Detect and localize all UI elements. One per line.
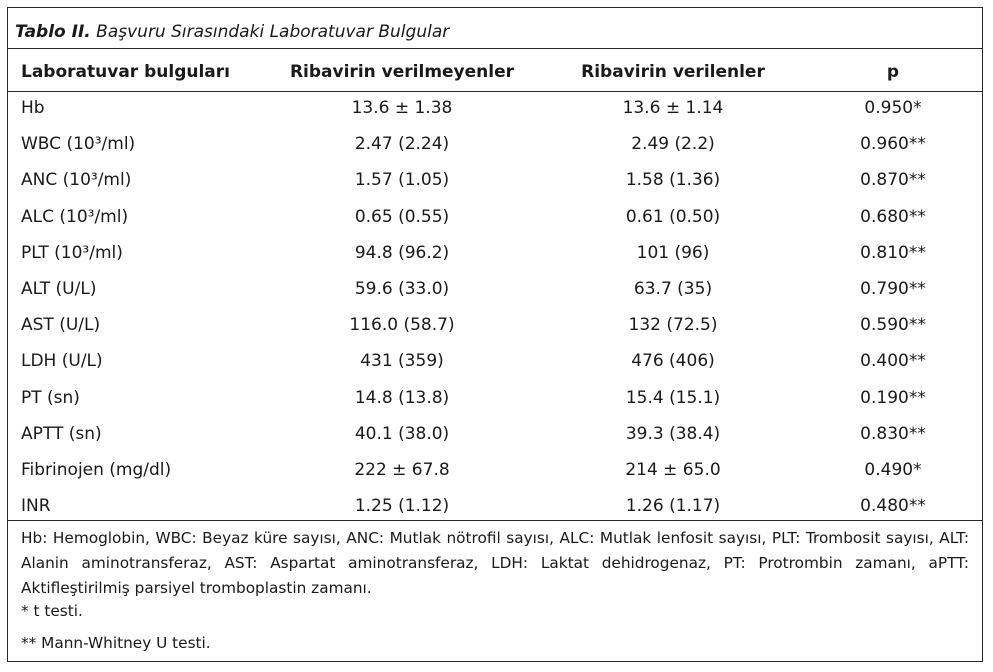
caption-number: Tablo II. — [15, 22, 91, 42]
row-no-ribavirin: 1.25 (1.12) — [354, 496, 450, 517]
row-no-ribavirin: 222 ± 67.8 — [354, 460, 450, 480]
row-p-value: 0.400** — [860, 351, 926, 372]
row-no-ribavirin: 94.8 (96.2) — [354, 242, 450, 263]
header-lab-findings: Laboratuvar bulguları — [21, 62, 230, 82]
row-label: AST (U/L) — [21, 315, 101, 336]
row-label: ALT (U/L) — [21, 279, 97, 299]
row-ribavirin: 1.58 (1.36) — [625, 170, 721, 191]
row-ribavirin: 132 (72.5) — [628, 315, 718, 336]
row-p-value: 0.950* — [864, 98, 922, 118]
row-no-ribavirin: 2.47 (2.24) — [354, 134, 450, 155]
row-label: ALC (10³/ml) — [21, 206, 129, 227]
row-p-value: 0.480** — [860, 496, 926, 517]
header-divider — [8, 91, 982, 92]
table-caption — [15, 22, 449, 42]
row-label: ANC (10³/ml) — [21, 170, 132, 191]
row-p-value: 0.590** — [860, 315, 926, 336]
row-ribavirin: 101 (96) — [636, 242, 710, 263]
footnote-t-test: * t testi. — [21, 602, 83, 620]
header-p: p — [886, 62, 900, 82]
row-label: WBC (10³/ml) — [21, 134, 136, 155]
row-no-ribavirin: 59.6 (33.0) — [354, 279, 450, 299]
row-no-ribavirin: 14.8 (13.8) — [354, 387, 450, 408]
row-ribavirin: 39.3 (38.4) — [625, 423, 721, 444]
row-label: PT (sn) — [21, 387, 80, 408]
row-p-value: 0.490* — [864, 460, 922, 480]
row-ribavirin: 214 ± 65.0 — [625, 460, 721, 480]
table-frame — [7, 7, 983, 662]
row-label: INR — [21, 496, 51, 517]
row-ribavirin: 63.7 (35) — [633, 279, 713, 299]
row-ribavirin: 1.26 (1.17) — [625, 496, 721, 517]
header-no-ribavirin: Ribavirin verilmeyenler — [289, 62, 515, 82]
abbreviation-notes: Hb: Hemoglobin, WBC: Beyaz küre sayısı, ANC: Mutlak nötrofil sayısı, ALC: Mutlak lenfosit sayısı, PLT: Trombosit sayısı, ALT: Alanin aminotransferaz, AST: Aspartat aminotransferaz, LDH: Laktat dehidrogenaz, PT: Protrombin zamanı, aPTT: Aktifleştirilmiş parsiyel tromboplastin zamanı. — [21, 529, 969, 597]
row-no-ribavirin: 1.57 (1.05) — [354, 170, 450, 191]
row-no-ribavirin: 0.65 (0.55) — [354, 206, 450, 227]
row-p-value: 0.810** — [860, 242, 926, 263]
body-divider — [8, 520, 982, 521]
row-ribavirin: 15.4 (15.1) — [625, 387, 721, 408]
row-p-value: 0.830** — [860, 423, 926, 444]
row-p-value: 0.680** — [860, 206, 926, 227]
header-ribavirin: Ribavirin verilenler — [581, 62, 765, 82]
row-label: PLT (10³/ml) — [21, 242, 123, 263]
caption-title: Başvuru Sırasındaki Laboratuvar Bulgular — [96, 22, 450, 42]
row-p-value: 0.870** — [860, 170, 926, 191]
row-label: Hb — [21, 98, 45, 118]
row-no-ribavirin: 116.0 (58.7) — [349, 315, 455, 336]
row-p-value: 0.960** — [860, 134, 926, 155]
row-ribavirin: 13.6 ± 1.14 — [622, 98, 724, 118]
row-label: LDH (U/L) — [21, 351, 103, 372]
row-no-ribavirin: 431 (359) — [360, 351, 444, 372]
footnote-mann-whitney: ** Mann-Whitney U testi. — [21, 634, 211, 652]
row-label: Fibrinojen (mg/dl) — [21, 460, 172, 480]
row-ribavirin: 0.61 (0.50) — [625, 206, 721, 227]
row-ribavirin: 2.49 (2.2) — [631, 134, 715, 155]
row-no-ribavirin: 13.6 ± 1.38 — [351, 98, 453, 118]
row-no-ribavirin: 40.1 (38.0) — [354, 423, 450, 444]
row-p-value: 0.190** — [860, 387, 926, 408]
row-ribavirin: 476 (406) — [631, 351, 715, 372]
row-p-value: 0.790** — [860, 279, 926, 299]
row-label: APTT (sn) — [21, 423, 102, 444]
caption-divider — [8, 48, 982, 49]
